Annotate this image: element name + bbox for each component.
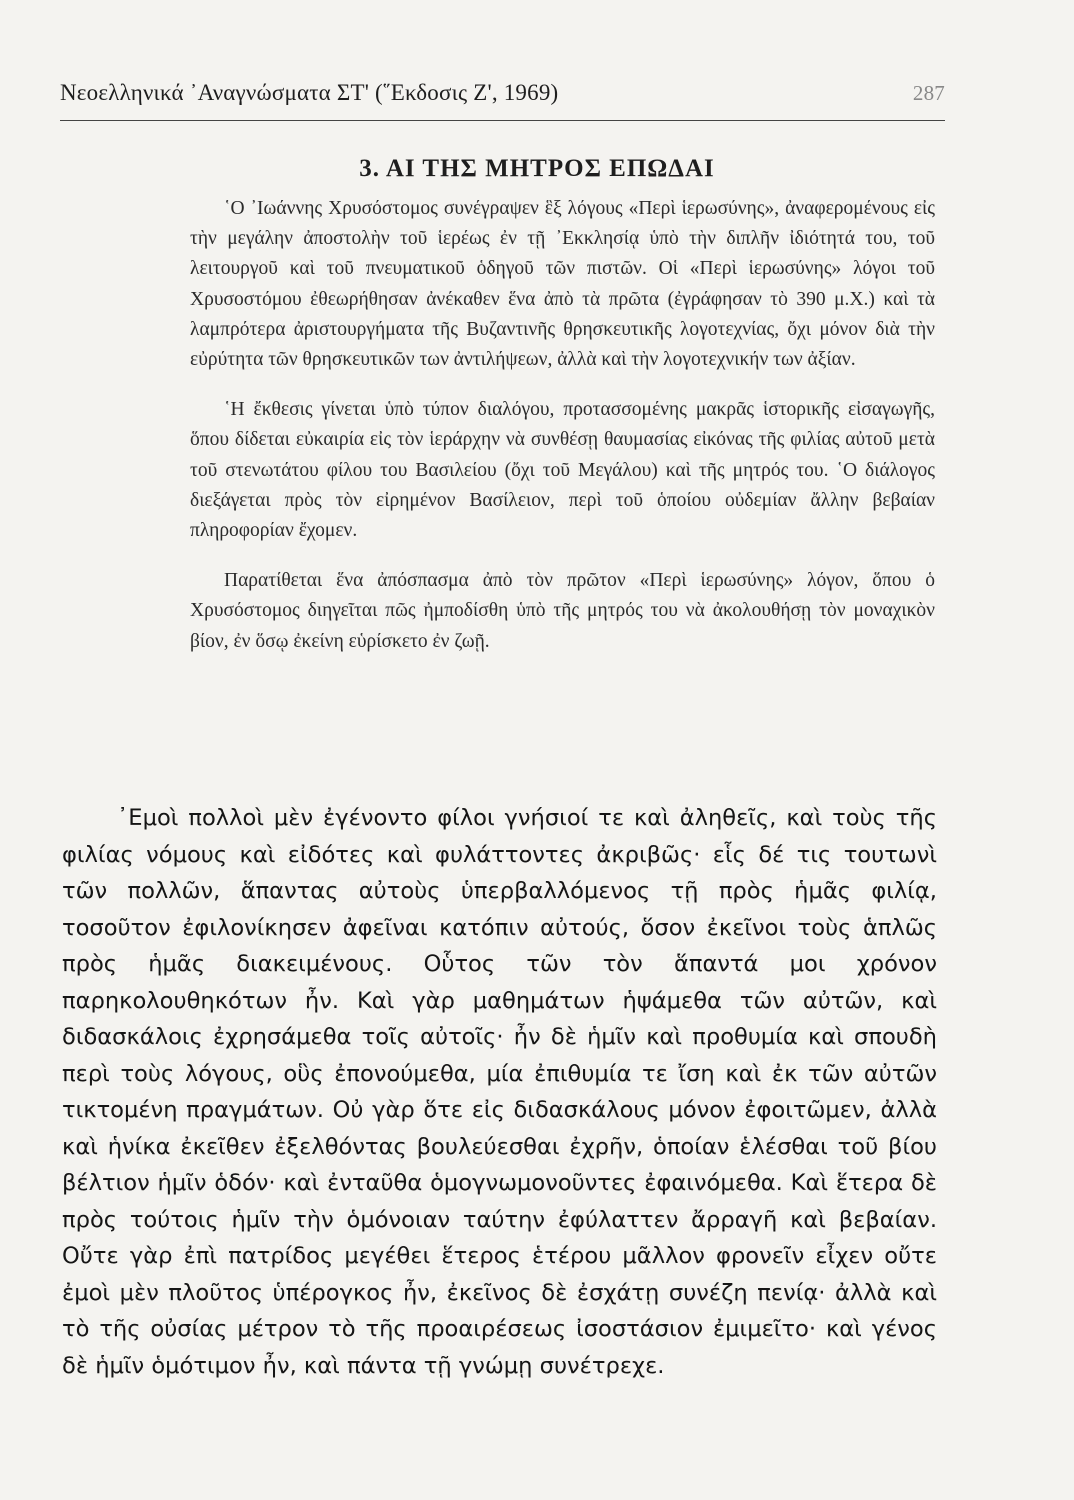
page-number: 287 — [912, 81, 945, 105]
running-title: Νεοελληνικά ᾿Αναγνώσματα ΣΤ' (῞Εκδοσις Ζ', 1969) — [60, 80, 559, 105]
introduction — [190, 194, 935, 657]
main-text — [62, 800, 937, 1384]
section-title: 3. ΑΙ ΤΗΣ ΜΗΤΡΟΣ ΕΠΩΔΑΙ — [359, 155, 715, 182]
header-rule — [60, 120, 945, 121]
intro-paragraph: ῾Ο ᾿Ιωάννης Χρυσόστομος συνέγραψεν ἓξ λόγους «Περὶ ἱερωσύνης», ἀναφερομένους εἰς τὴν μεγάλην ἀποστολὴν τοῦ ἱερέως ἐν τῇ ᾿Εκκλησίᾳ ὑπὸ τὴν διπλῆν ἰδιότητά του, τοῦ λειτουργοῦ καὶ τοῦ πνευματικοῦ ὁδηγοῦ τῶν πιστῶν. Οἱ «Περὶ ἱερωσύνης» λόγοι τοῦ Χρυσοστόμου ἐθεωρήθησαν ἀνέκαθεν ἕνα ἀπὸ τὰ πρῶτα (ἐγράφησαν τὸ 390 μ.Χ.) καὶ τὰ λαμπρότερα ἀριστουργήματα τῆς Βυζαντινῆς θρησκευτικῆς λογοτεχνίας, ὄχι μόνον διὰ τὴν εὐρύτητα τῶν θρησκευτικῶν των ἀντιλήψεων, ἀλλὰ καὶ τὴν λογοτεχνικήν των ἀξίαν. — [190, 198, 935, 371]
intro-paragraph: Παρατίθεται ἕνα ἀπόσπασμα ἀπὸ τὸν πρῶτον «Περὶ ἱερωσύνης» λόγον, ὅπου ὁ Χρυσόστομος διηγεῖται πῶς ἠμποδίσθη ὑπὸ τῆς μητρός του νὰ ἀκολουθήσῃ τὸν μοναχικὸν βίον, ἐν ὅσῳ ἐκείνη εὑρίσκετο ἐν ζωῇ. — [190, 570, 935, 652]
main-text-paragraph: ᾿Εμοὶ πολλοὶ μὲν ἐγένοντο φίλοι γνήσιοί τε καὶ ἀληθεῖς, καὶ τοὺς τῆς φιλίας νόμους καὶ εἰδότες καὶ φυλάττοντες ἀκριβῶς· εἷς δέ τις τουτωνὶ τῶν πολλῶν, ἅπαντας αὐτοὺς ὑπερβαλλόμενος τῇ πρὸς ἡμᾶς φιλίᾳ, τοσοῦτον ἐφιλονίκησεν ἀφεῖναι κατόπιν αὐτούς, ὅσον ἐκεῖνοι τοὺς ἁπλῶς πρὸς ἡμᾶς διακειμένους. Οὗτος τῶν τὸν ἅπαντά μοι χρόνον παρηκολουθηκότων ἦν. Καὶ γὰρ μαθημάτων ἡψάμεθα τῶν αὐτῶν, καὶ διδασκάλοις ἐχρησάμεθα τοῖς αὐτοῖς· ἦν δὲ ἡμῖν καὶ προθυμία καὶ σπουδὴ περὶ τοὺς λόγους, οὓς ἐπονούμεθα, μία ἐπιθυμία τε ἴση καὶ ἐκ τῶν αὐτῶν τικτομένη πραγμάτων. Οὐ γὰρ ὅτε εἰς διδασκάλους μόνον ἐφοιτῶμεν, ἀλλὰ καὶ ἡνίκα ἐκεῖθεν ἐξελθόντας βουλεύεσθαι ἐχρῆν, ὁποίαν ἑλέσθαι τοῦ βίου βέλτιον ἡμῖν ὁδόν· καὶ ἐνταῦθα ὁμογνωμονοῦντες ἐφαινόμεθα. Καὶ ἕτερα δὲ πρὸς τούτοις ἡμῖν τὴν ὁμόνοιαν ταύτην ἐφύλαττεν ἄρραγῆ καὶ βεβαίαν. Οὔτε γὰρ ἐπὶ πατρίδος μεγέθει ἕτερος ἑτέρου μᾶλλον φρονεῖν εἶχεν οὔτε ἐμοὶ μὲν πλοῦτος ὑπέρογκος ἦν, ἐκεῖνος δὲ ἐσχάτῃ συνέζη πενίᾳ· ἀλλὰ καὶ τὸ τῆς οὐσίας μέτρον τὸ τῆς προαιρέσεως ἰσοστάσιον ἐμιμεῖτο· καὶ γένος δὲ ἡμῖν ὁμότιμον ἦν, καὶ πάντα τῇ γνώμῃ συνέτρεχε. — [62, 805, 937, 1379]
running-header — [60, 80, 945, 106]
intro-paragraph: ῾Η ἔκθεσις γίνεται ὑπὸ τύπον διαλόγου, προτασσομένης μακρᾶς ἱστορικῆς εἰσαγωγῆς, ὅπου δίδεται εὐκαιρία εἰς τὸν ἱεράρχην νὰ συνθέσῃ θαυμασίας εἰκόνας τῆς φιλίας αὐτοῦ μετὰ τοῦ στενωτάτου φίλου του Βασιλείου (ὄχι τοῦ Μεγάλου) καὶ τῆς μητρός του. ῾Ο διάλογος διεξάγεται πρὸς τὸν εἰρημένον Βασίλειον, περὶ τοῦ ὁποίου οὐδεμίαν ἄλλην βεβαίαν πληροφορίαν ἔχομεν. — [190, 399, 935, 542]
